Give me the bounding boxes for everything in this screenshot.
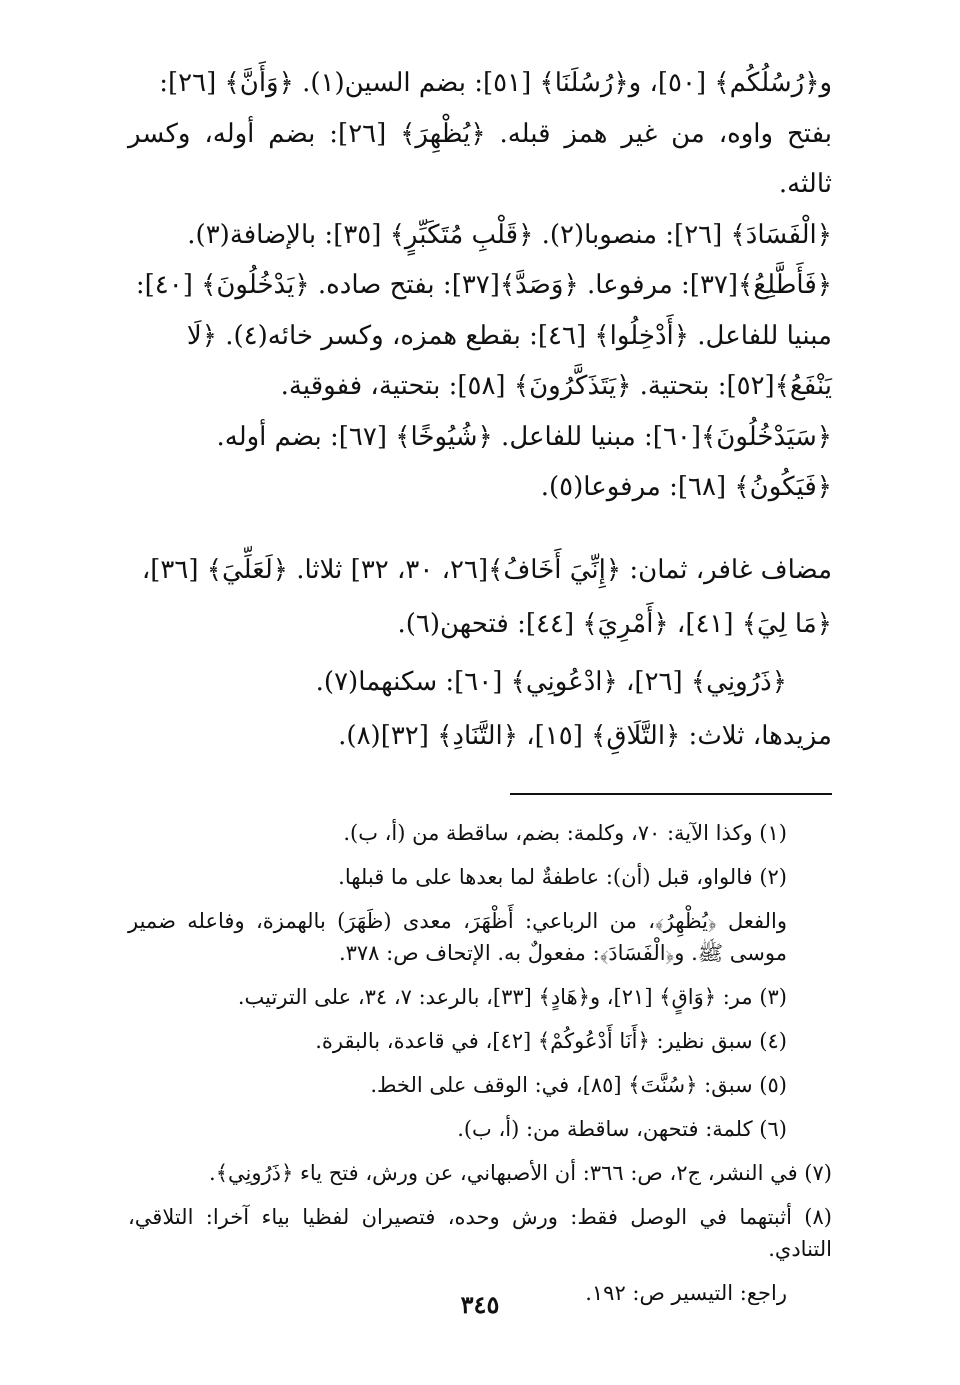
- text-line: مضاف غافر، ثمان: ﴿إِنِّيَ أَخَافُ﴾[٢٦، ٣٠، ٣٢] ثلاثا. ﴿لَعَلِّيَ﴾ [٣٦]،: [141, 554, 832, 585]
- footnotes: [128, 817, 832, 1309]
- text-line: و﴿رُسُلُكُم﴾ [٥٠]، و﴿رُسُلَنَا﴾ [٥١]: بضم السين(١). ﴿وَأَنَّ﴾ [٢٦]:: [159, 68, 832, 98]
- footnote-divider: [510, 793, 832, 795]
- footnote: (٢) فالواو، قبل (أن): عاطفةٌ لما بعدها على ما قبلها.: [338, 864, 787, 889]
- text-line: ﴿ذَرُونِي﴾ [٢٦]، ﴿ادْعُونِي﴾ [٦٠]: سكنهما(٧).: [315, 666, 787, 697]
- main-text-block: [128, 58, 832, 513]
- footnote: (١) وكذا الآية: ٧٠، وكلمة: بضم، ساقطة من (أ، ب).: [343, 820, 787, 845]
- text-line: بفتح واوه، من غير همز قبله. ﴿يُظْهِرَ﴾ [٢٦]: بضم أوله، وكسر ثالثه.: [128, 118, 832, 199]
- text-line: يَنْفَعُ﴾[٥٢]: بتحتية. ﴿يَتَذَكَّرُونَ﴾ [٥٨]: بتحتية، ففوقية.: [280, 371, 832, 401]
- text-line: ﴿مَا لِيَ﴾ [٤١]، ﴿أَمْرِيَ﴾ [٤٤]: فتحهن(٦).: [397, 608, 832, 639]
- mudaf-section: [128, 543, 832, 763]
- footnote: (٨) أثبتهما في الوصل فقط: ورش وحده، فتصيران لفظيا بياء آخرا: التلاقي، التنادي.: [128, 1204, 832, 1261]
- footnote: (٦) كلمة: فتحهن، ساقطة من: (أ، ب).: [457, 1116, 787, 1141]
- footnote: (٧) في النشر، ج٢، ص: ٣٦٦: أن الأصبهاني، عن ورش، فتح ياء ﴿ذَرُونِي﴾.: [209, 1160, 832, 1185]
- footnote: (٤) سبق نظير: ﴿أَنَا أَدْعُوكُمْ﴾ [٤٢]، في قاعدة، بالبقرة.: [315, 1028, 787, 1053]
- footnote: (٣) مر: ﴿وَاقٍ﴾ [٢١]، و﴿هَادٍ﴾ [٣٣]، بالرعد: ٧، ٣٤، على الترتيب.: [237, 984, 787, 1009]
- text-line: مبنيا للفاعل. ﴿أَدْخِلُوا﴾ [٤٦]: بقطع همزه، وكسر خائه(٤). ﴿لَا: [186, 320, 832, 351]
- footnote: (٥) سبق: ﴿سُنَّتَ﴾ [٨٥]، في: الوقف على الخط.: [370, 1072, 787, 1097]
- text-line: ﴿فَيَكُونُ﴾ [٦٨]: مرفوعا(٥).: [540, 472, 832, 502]
- footnote-continuation: راجع: التيسير ص: ١٩٢.: [585, 1280, 787, 1305]
- text-line: ﴿سَيَدْخُلُونَ﴾[٦٠]: مبنيا للفاعل. ﴿شُيُوخًا﴾ [٦٧]: بضم أوله.: [216, 421, 832, 452]
- text-line: ﴿الْفَسَادَ﴾ [٢٦]: منصوبا(٢). ﴿قَلْبِ مُتَكَبِّرٍ﴾ [٣٥]: بالإضافة(٣).: [187, 219, 832, 250]
- text-line: مزيدها، ثلاث: ﴿التَّلَاقِ﴾ [١٥]، ﴿التَّنَادِ﴾ [٣٢](٨).: [338, 720, 832, 751]
- page-number: ٣٤٥: [460, 1290, 500, 1319]
- text-line: ﴿فَأَطَّلِعُ﴾[٣٧]: مرفوعا. ﴿وَصَدَّ﴾[٣٧]: بفتح صاده. ﴿يَدْخُلُونَ﴾ [٤٠]:: [135, 270, 832, 300]
- footnote-continuation: والفعل ﴿يُظْهِرُ﴾، من الرباعي: أَظْهَرَ، معدى (ظَهَرَ) بالهمزة، وفاعله ضمير موسى ﷺ. و﴿الْفَسَادَ﴾: مفعولٌ به. الإتحاف ص: ٣٧٨.: [128, 908, 787, 965]
